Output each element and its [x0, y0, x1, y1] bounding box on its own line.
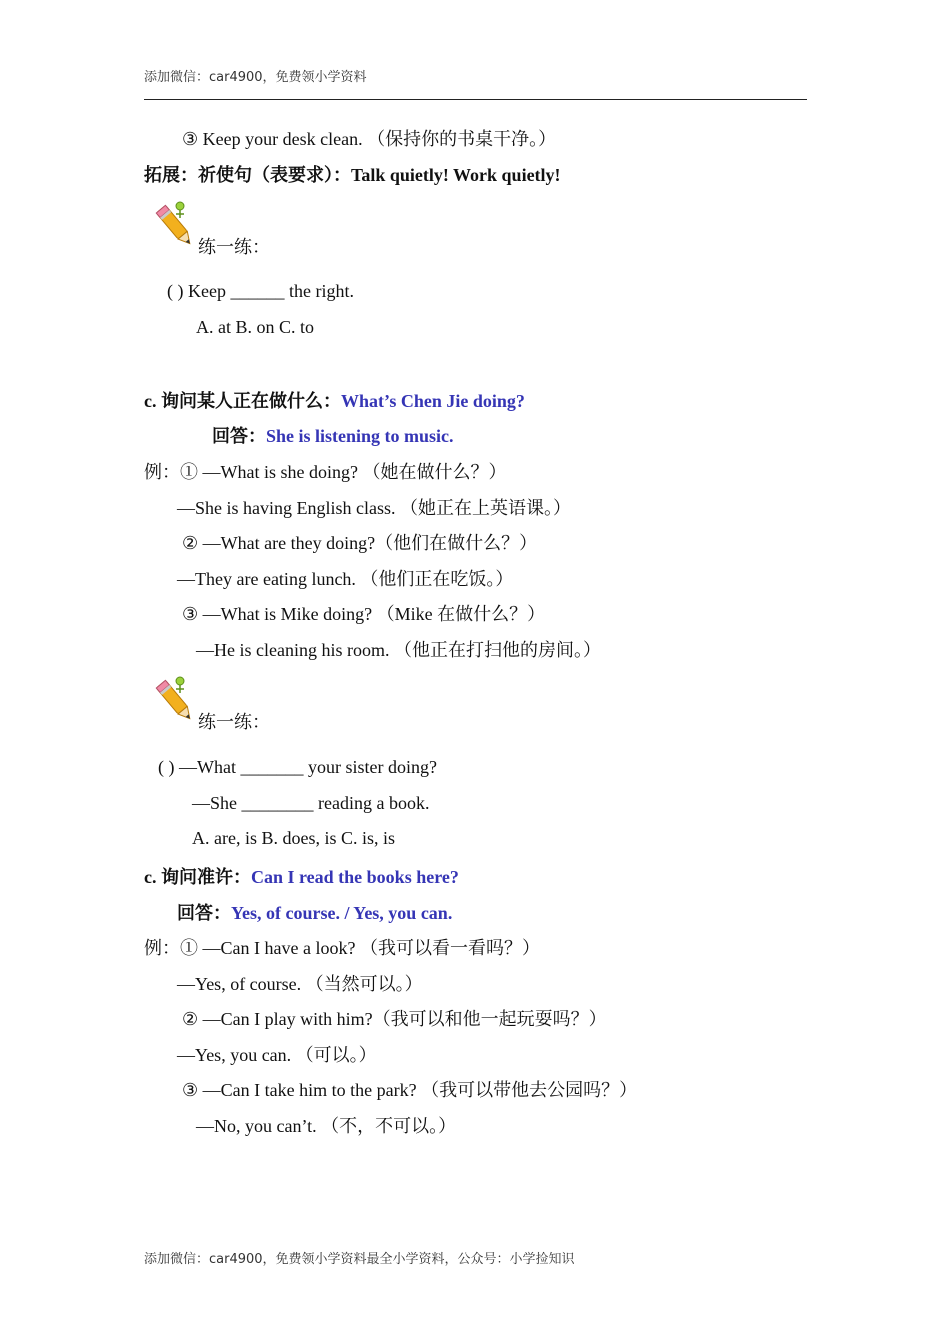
section-c1-label: c. 询问某人正在做什么： [144, 391, 341, 411]
header-divider [144, 99, 807, 100]
section-c2-label: c. 询问准许： [144, 867, 251, 887]
section-c1-answer: She is listening to music. [266, 426, 454, 446]
section-c2-answer-line [177, 899, 452, 925]
extension-line [144, 161, 561, 187]
section-c1-question: What’s Chen Jie doing? [341, 391, 525, 411]
example-line: 例：① —What is she doing? （她在做什么？） [144, 462, 507, 482]
section-c2-question: Can I read the books here? [251, 867, 459, 887]
pencil-icon [150, 196, 200, 252]
section-c2-heading [144, 863, 459, 889]
extension-value: Talk quietly! Work quietly! [351, 165, 561, 185]
example-line: ② —Can I play with him?（我可以和他一起玩耍吗？） [182, 1009, 607, 1029]
example-line: —He is cleaning his room. （他正在打扫他的房间。） [196, 640, 601, 660]
example-line: 例：① —Can I have a look? （我可以看一看吗？） [144, 938, 540, 958]
practice1-question: ( ) Keep ______ the right. [167, 281, 354, 301]
extension-label: 拓展：祈使句（表要求）： [144, 165, 351, 185]
section-c1-answer-label: 回答： [212, 426, 266, 446]
practice1-options: A. at B. on C. to [196, 317, 315, 337]
example-line: ② —What are they doing?（他们在做什么？） [182, 533, 538, 553]
practice1-title: 练一练： [198, 237, 270, 257]
example-line: —They are eating lunch. （他们正在吃饭。） [177, 569, 514, 589]
example-line: ③ —What is Mike doing? （Mike 在做什么？） [182, 604, 546, 624]
example-line: —Yes, you can. （可以。） [177, 1045, 377, 1065]
example-line: —Yes, of course. （当然可以。） [177, 974, 423, 994]
section-c1-heading [144, 387, 525, 413]
practice2-options: A. are, is B. does, is C. is, is [192, 828, 396, 848]
pencil-icon [150, 671, 200, 727]
practice2-answer: —She ________ reading a book. [192, 793, 430, 813]
example-line: ③ —Can I take him to the park? （我可以带他去公园吗？） [182, 1080, 638, 1100]
footer-text: 添加微信：car4900，免费领小学资料最全小学资料，公众号：小学捡知识 [144, 1252, 575, 1267]
section-c1-answer-line [212, 422, 454, 448]
tip-line: ③ Keep your desk clean. （保持你的书桌干净。） [182, 129, 557, 149]
header-text: 添加微信：car4900，免费领小学资料 [144, 70, 367, 85]
section-c2-answer-label: 回答： [177, 903, 231, 923]
section-c2-answer: Yes, of course. / Yes, you can. [231, 903, 453, 923]
practice2-title: 练一练： [198, 712, 270, 732]
practice2-question: ( ) —What _______ your sister doing? [158, 757, 437, 777]
example-line: —No, you can’t. （不，不可以。） [196, 1116, 457, 1136]
example-line: —She is having English class. （她正在上英语课。） [177, 498, 571, 518]
